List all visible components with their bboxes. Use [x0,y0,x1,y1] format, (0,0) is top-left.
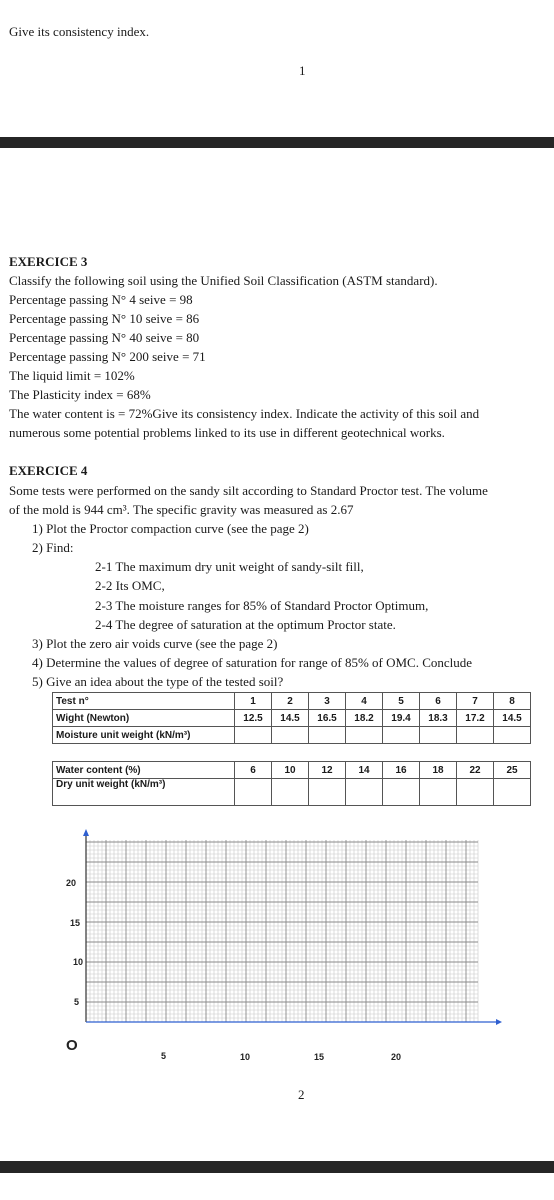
question-text: Give its consistency index. [9,24,150,39]
ex4-item: 4) Determine the values of degree of saturation for range of 85% of OMC. Conclude [32,655,473,670]
ex3-line: The water content is = 72%Give its consistency index. Indicate the activity of this soil and [9,406,480,421]
ex4-item: 5) Give an idea about the type of the tested soil? [32,674,284,689]
table-cell: 10 [272,762,309,779]
table-cell [420,779,457,806]
x-tick-label: 15 [314,1052,325,1062]
x-tick-label: 5 [161,1051,167,1061]
ex3-line: Percentage passing N° 10 seive = 86 [9,311,200,326]
table-cell: Wight (Newton) [53,710,235,727]
ex4-subitem: 2-2 Its OMC, [95,578,165,593]
table-cell: 5 [383,693,420,710]
table-cell: 6 [235,762,272,779]
table-cell [494,779,531,806]
table-cell [457,779,494,806]
table-cell [346,779,383,806]
table-cell [235,779,272,806]
exercise-4-title: EXERCICE 4 [9,463,88,478]
ex3-line: The liquid limit = 102% [9,368,135,383]
exercise-3-title: EXERCICE 3 [9,254,88,269]
ex4-subitem: 2-3 The moisture ranges for 85% of Standard Proctor Optimum, [95,598,429,613]
graph-paper [0,820,554,1060]
table-row [53,693,531,710]
ex4-intro-line: of the mold is 944 cm³. The specific gravity was measured as 2.67 [9,502,354,517]
table-cell [309,779,346,806]
page-number-2: 2 [298,1087,305,1102]
ex4-item: 1) Plot the Proctor compaction curve (see the page 2) [32,521,309,536]
grid-minor [86,840,478,1022]
ex4-item: 2) Find: [32,540,74,555]
table-cell: 2 [272,693,309,710]
table-cell: Moisture unit weight (kN/m³) [53,727,235,744]
table-cell [235,727,272,744]
table-cell: 16 [383,762,420,779]
table-row [53,710,531,727]
ex4-subitem: 2-1 The maximum dry unit weight of sandy-silt fill, [95,559,364,574]
ex3-line: The Plasticity index = 68% [9,387,151,402]
table-cell: Dry unit weight (kN/m³) [53,779,235,806]
table-cell [383,779,420,806]
table-cell: 8 [494,693,531,710]
table-cell: 22 [457,762,494,779]
table-cell: Test n° [53,693,235,710]
table-row [53,762,531,779]
origin-label: O [66,1037,78,1054]
table-cell: 14.5 [494,710,531,727]
table-cell: 1 [235,693,272,710]
table-cell [272,779,309,806]
table-cell: 16.5 [309,710,346,727]
y-tick-label: 20 [66,878,77,888]
y-tick-label: 5 [74,997,80,1007]
table-cell: 6 [420,693,457,710]
table-cell: 18.2 [346,710,383,727]
table-cell: 14 [346,762,383,779]
table-cell: 12 [309,762,346,779]
ex4-subitem: 2-4 The degree of saturation at the optimum Proctor state. [95,617,396,632]
y-axis-arrow-icon [83,829,89,836]
proctor-weights-table [52,692,531,744]
ex3-line: Percentage passing N° 200 seive = 71 [9,349,206,364]
table-row [53,727,531,744]
table-cell [457,727,494,744]
ex3-line: Classify the following soil using the Unified Soil Classification (ASTM standard). [9,273,438,288]
table-cell: 14.5 [272,710,309,727]
table-cell: 18 [420,762,457,779]
table-cell: Water content (%) [53,762,235,779]
table-cell: 18.3 [420,710,457,727]
ex3-line: numerous some potential problems linked to its use in different geotechnical works. [9,425,445,440]
table-cell: 3 [309,693,346,710]
ex4-item: 3) Plot the zero air voids curve (see the page 2) [32,636,278,651]
table-cell [309,727,346,744]
ex3-line: Percentage passing N° 4 seive = 98 [9,292,193,307]
table-row [53,779,531,806]
page-number-1: 1 [299,63,306,78]
table-cell [272,727,309,744]
table-cell [346,727,383,744]
x-tick-label: 10 [240,1052,251,1062]
y-tick-label: 10 [73,957,84,967]
page-separator-bottom [0,1161,554,1173]
x-tick-label: 20 [391,1052,402,1062]
table-cell: 4 [346,693,383,710]
table-cell: 7 [457,693,494,710]
table-cell: 19.4 [383,710,420,727]
table-cell: 12.5 [235,710,272,727]
table-cell: 17.2 [457,710,494,727]
table-cell [383,727,420,744]
table-cell [420,727,457,744]
page-separator-top [0,137,554,148]
table-cell: 25 [494,762,531,779]
water-content-table [52,761,531,806]
ex4-intro-line: Some tests were performed on the sandy silt according to Standard Proctor test. The volume [9,483,488,498]
table-cell [494,727,531,744]
y-tick-label: 15 [70,918,81,928]
x-axis-arrow-icon [496,1019,502,1025]
ex3-line: Percentage passing N° 40 seive = 80 [9,330,200,345]
